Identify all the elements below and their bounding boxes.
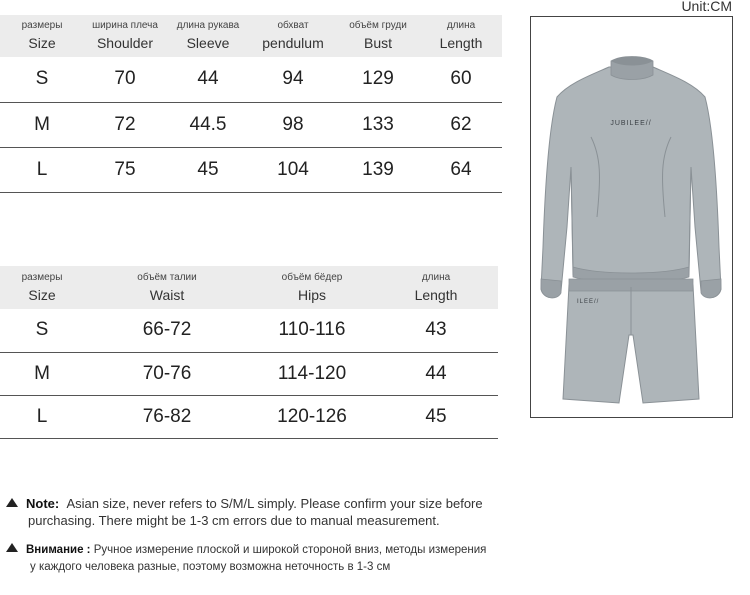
russian-note <box>6 542 486 576</box>
cell-size: L <box>36 158 48 180</box>
note-text-line1: Asian size, never refers to S/M/L simply. Please confirm your size before <box>66 496 483 511</box>
cell-bust: 139 <box>362 158 394 180</box>
chest-logo: JUBILEE// <box>610 120 652 127</box>
bottom-table-header-row <box>0 266 498 309</box>
cell-pendulum: 94 <box>282 68 304 90</box>
outfit-illustration <box>531 17 732 417</box>
cell-shoulder: 72 <box>114 113 136 135</box>
cell-length: 45 <box>425 405 447 427</box>
table-row <box>0 309 498 352</box>
ru-note-line1: Ручное измерение плоской и широкой стороной вниз, методы измерения <box>93 544 487 556</box>
cell-size: M <box>34 362 50 384</box>
top-table-header-row <box>0 15 502 57</box>
header-size: размеры Size <box>21 20 63 51</box>
cell-size: S <box>35 319 49 341</box>
cell-hips: 120-126 <box>277 405 347 427</box>
note-text-line2: purchasing. There might be 1-3 cm errors due to manual measurement. <box>28 513 440 528</box>
cell-pendulum: 104 <box>277 158 309 180</box>
table-row <box>0 147 502 192</box>
header-pendulum: обхват pendulum <box>262 20 324 51</box>
ru-note-line2: у каждого человека разные, поэтому возможна неточность в 1-3 см <box>30 561 391 573</box>
unit-label: Unit:CM <box>681 0 732 14</box>
header-length: длина Length <box>439 20 483 51</box>
table-row <box>0 102 502 147</box>
table-row <box>0 57 502 102</box>
sweatshirt-shape <box>541 67 721 298</box>
product-photo <box>530 16 733 418</box>
cell-size: M <box>34 113 50 135</box>
ru-note-label: Внимание : <box>26 544 91 556</box>
cell-bust: 133 <box>362 113 394 135</box>
cell-hips: 110-116 <box>278 319 346 341</box>
right-cuff <box>701 279 721 298</box>
triangle-icon <box>6 498 18 507</box>
header-hips: объём бёдер Hips <box>281 271 343 303</box>
cell-hips: 114-120 <box>277 362 347 384</box>
left-cuff <box>541 279 561 298</box>
cell-waist: 70-76 <box>142 362 192 384</box>
cell-size: L <box>36 405 48 427</box>
shorts-logo: ILEE// <box>577 299 600 305</box>
cell-length: 44 <box>425 362 447 384</box>
cell-shoulder: 70 <box>114 68 136 90</box>
cell-length: 64 <box>450 158 472 180</box>
cell-shoulder: 75 <box>114 158 136 180</box>
cell-waist: 76-82 <box>142 405 192 427</box>
cell-waist: 66-72 <box>142 319 192 341</box>
cell-length: 43 <box>425 319 447 341</box>
top-size-table <box>0 15 502 193</box>
header-bust: объём груди Bust <box>349 20 407 51</box>
header-waist: объём талии Waist <box>137 271 197 303</box>
bottom-size-table <box>0 266 498 439</box>
header-shoulder: ширина плеча Shoulder <box>92 20 158 51</box>
cell-length: 60 <box>450 68 472 90</box>
cell-pendulum: 98 <box>282 113 304 135</box>
table-row <box>0 352 498 395</box>
cell-size: S <box>35 68 49 90</box>
note-label: Note: <box>26 496 60 511</box>
header-size: размеры Size <box>21 271 63 303</box>
cell-bust: 129 <box>362 68 394 90</box>
cell-sleeve: 45 <box>197 158 219 180</box>
header-length: длина Length <box>414 271 458 303</box>
triangle-icon <box>6 543 18 552</box>
header-sleeve: длина рукава Sleeve <box>176 20 240 51</box>
cell-sleeve: 44.5 <box>189 113 227 135</box>
cell-sleeve: 44 <box>197 68 219 90</box>
english-note <box>6 495 516 529</box>
cell-length: 62 <box>450 113 472 135</box>
table-row <box>0 395 498 438</box>
